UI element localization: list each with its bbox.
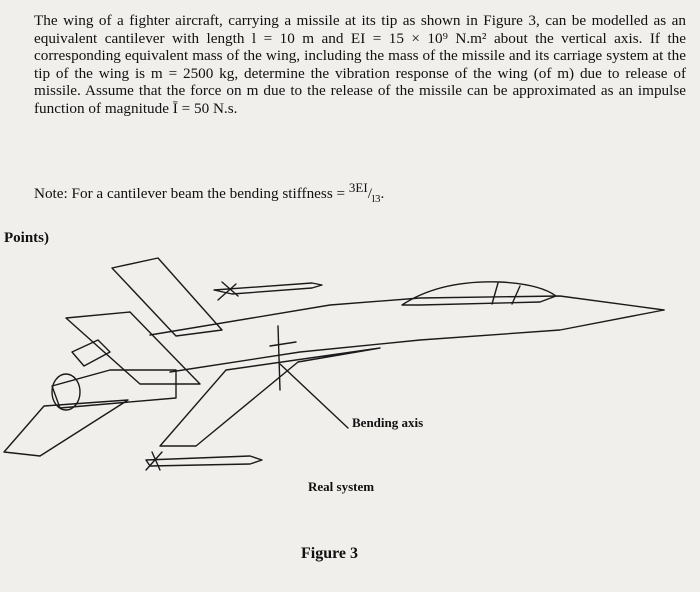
main-wing	[160, 348, 380, 446]
problem-statement: The wing of a fighter aircraft, carrying a missile at its tip as shown in Figure 3, can be modelled as an equivalent cantilever with length l = 10 m and EI = 15 × 10⁹ N.m² about the vertical axis. If the corresponding equivalent mass of the wing, including the mass of the missile and its carriage system at the tip of the wing is m = 2500 kg, determine the vibration response of the wing (of m) due to release of missile. Assume that the force on m due to the release of the missile can be approximated as an impulse function of magnitude Ī = 50 N.s.	[34, 12, 686, 117]
bending-axis-vertical	[278, 326, 280, 390]
horizontal-stabilizer	[66, 312, 200, 384]
bending-axis-diagonal	[280, 364, 348, 428]
note-tail: .	[380, 185, 385, 203]
figure-caption: Figure 3	[301, 545, 359, 562]
bottom-missile	[146, 456, 262, 466]
canopy	[402, 282, 556, 305]
formula-denominator: l3	[371, 193, 381, 206]
fighter-aircraft-drawing	[0, 248, 700, 592]
real-system-label: Real system	[308, 479, 375, 494]
bending-axis-label: Bending axis	[352, 415, 424, 430]
note-label: Note: For a cantilever beam the bending stiffness =	[34, 185, 349, 203]
points-label: Points)	[4, 230, 49, 246]
note-line	[34, 180, 384, 205]
formula-numerator: 3EI	[348, 180, 368, 195]
vertical-fin	[112, 258, 222, 336]
lower-wing-panel	[4, 400, 128, 456]
stiffness-formula: $^{3EI}/_{l3}$	[348, 180, 381, 206]
